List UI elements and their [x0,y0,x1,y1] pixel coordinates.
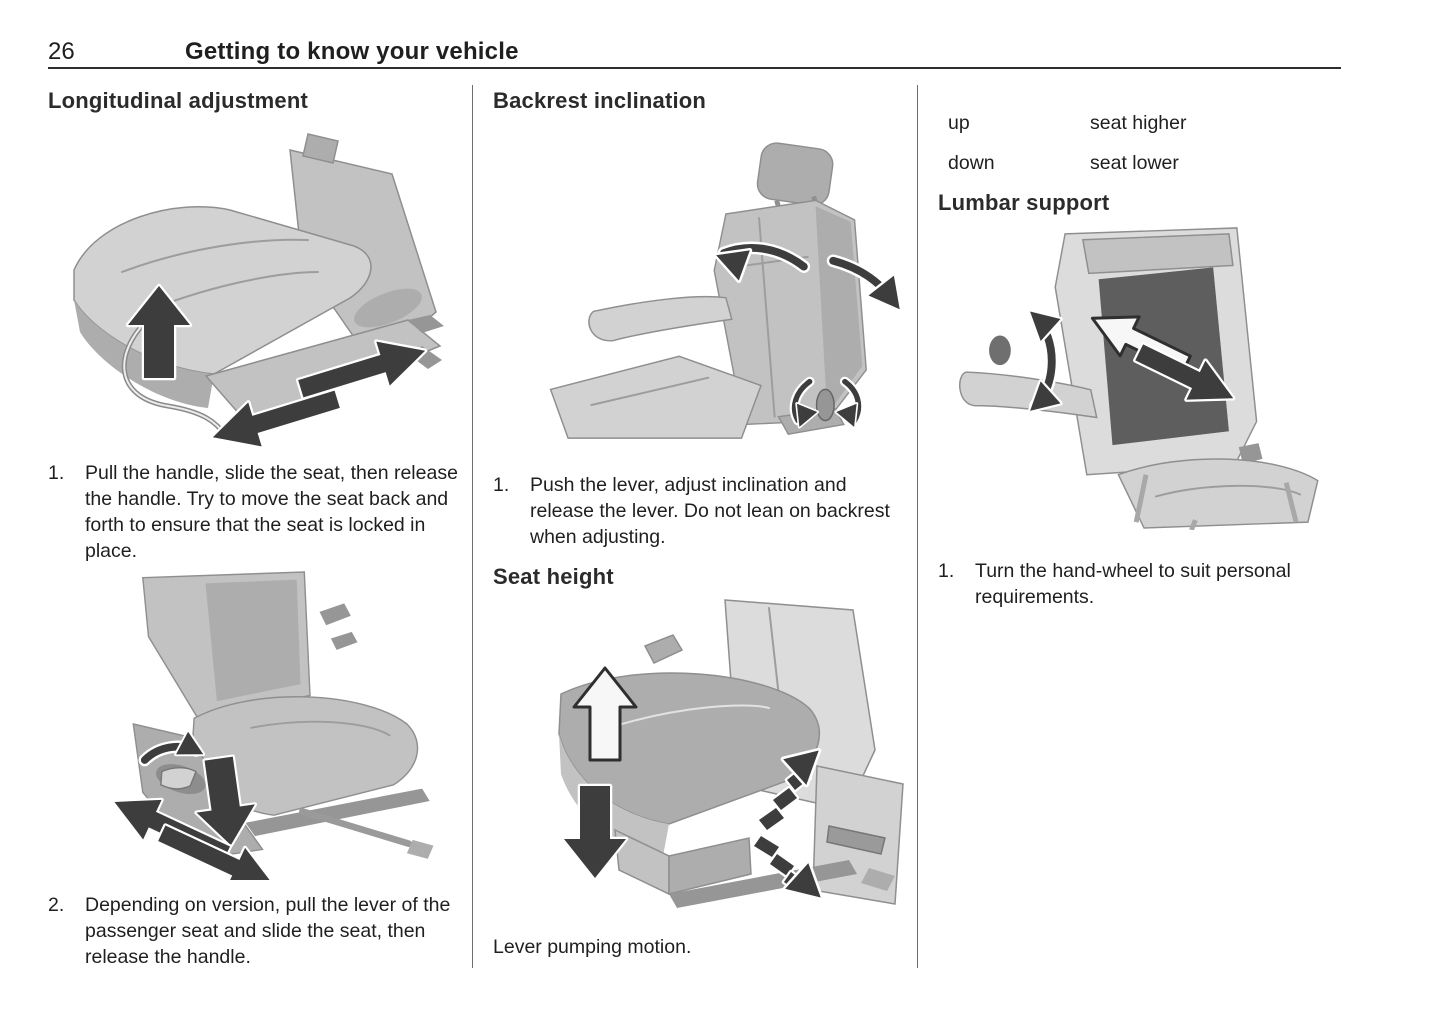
figure-lumbar-support [946,224,1351,530]
list-item [938,558,1350,610]
section-heading-longitudinal-adjustment: Longitudinal adjustment [48,88,309,113]
list-number: 1. [493,474,510,496]
column-backrest-seat-height [493,88,905,960]
column-lumbar-support [938,88,1350,610]
list-text: Turn the hand-wheel to suit personal requirements. [975,560,1291,608]
figure-backrest-inclination [533,118,913,464]
list-item [48,892,460,970]
lumbar-support-illustration [946,224,1351,530]
figure-passenger-seat-slide [82,568,462,880]
effect-label: seat higher [1090,112,1187,134]
figure-caption: Lever pumping motion. [493,936,692,958]
figure-longitudinal-adjustment [56,120,456,456]
figure-seat-height [517,596,937,926]
control-label: down [948,152,995,174]
list-text: Push the lever, adjust inclination and release the lever. Do not lean on backrest when adjusting. [530,474,890,548]
seat-longitudinal-illustration [56,120,456,456]
section-heading-seat-height: Seat height [493,564,614,589]
section-heading-lumbar-support: Lumbar support [938,190,1110,215]
effect-label: seat lower [1090,152,1179,174]
adjustment-table [938,110,1350,176]
list-number: 1. [48,462,65,484]
backrest-inclination-illustration [533,118,913,464]
list-item [48,460,460,564]
control-label: up [948,112,970,134]
seat-graphic [74,134,444,436]
list-item [493,472,905,550]
table-row [948,150,1350,176]
seat-height-illustration [517,596,937,926]
list-text: Depending on version, pull the lever of the passenger seat and slide the seat, then release the handle. [85,894,451,968]
header-rule [48,67,1341,69]
seat-graphic [133,572,433,859]
table-row [948,110,1350,136]
list-number: 2. [48,894,65,916]
passenger-seat-illustration [82,568,462,880]
column-divider-1 [472,85,473,968]
column-longitudinal-adjustment [48,88,460,970]
seat-graphic [551,141,867,438]
header-page-number: 26 [48,38,75,65]
list-number: 1. [938,560,955,582]
seat-graphic [960,228,1318,530]
list-text: Pull the handle, slide the seat, then release the handle. Try to move the seat back and forth to ensure that the seat is locked in place. [85,462,458,562]
section-heading-backrest-inclination: Backrest inclination [493,88,707,113]
header-chapter-title: Getting to know your vehicle [185,38,519,65]
